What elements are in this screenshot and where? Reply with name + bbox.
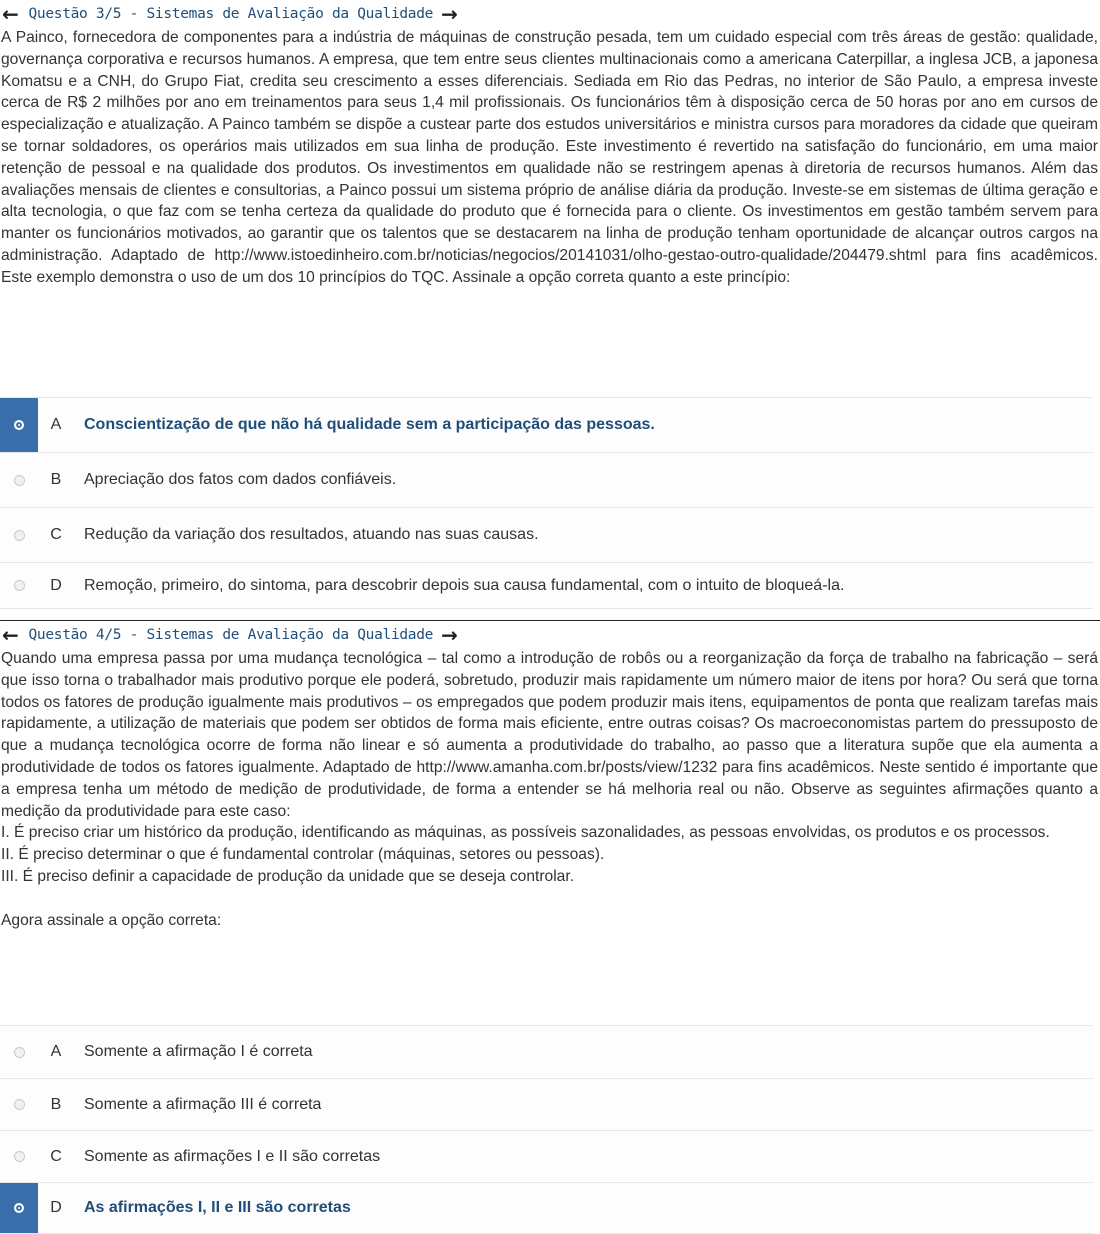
option-text: Somente a afirmação I é correta — [84, 1043, 313, 1060]
radio-icon[interactable] — [14, 530, 25, 541]
statement-2: II. É preciso determinar o que é fundamental controlar (máquinas, setores ou pessoas). — [1, 846, 605, 864]
option-text: Remoção, primeiro, do sintoma, para descobrir depois sua causa fundamental, com o intuito de bloqueá-la. — [84, 576, 845, 594]
radio-cell[interactable] — [0, 1131, 38, 1182]
option-4b[interactable] — [0, 1078, 1093, 1130]
option-text: Somente a afirmação III é correta — [84, 1095, 322, 1113]
radio-cell[interactable] — [0, 453, 38, 507]
question-4-header — [0, 620, 1100, 648]
radio-selected-icon[interactable] — [14, 420, 24, 430]
answer-prompt: Agora assinale a opção correta: — [1, 911, 222, 929]
option-4a[interactable] — [0, 1025, 1093, 1078]
option-letter: C — [50, 526, 62, 543]
radio-selected-icon[interactable] — [14, 1203, 24, 1213]
option-letter: B — [50, 1095, 62, 1113]
option-3a[interactable] — [0, 397, 1093, 452]
option-3b[interactable] — [0, 452, 1093, 507]
option-text: Somente as afirmações I e II são corretas — [84, 1147, 381, 1165]
radio-icon[interactable] — [14, 1047, 25, 1058]
option-3c[interactable] — [0, 507, 1093, 562]
question-4-title: Questão 4/5 - Sistemas de Avaliação da Qualidade — [28, 626, 434, 643]
option-text: As afirmações I, II e III são corretas — [84, 1199, 351, 1216]
option-3d[interactable] — [0, 562, 1093, 609]
question-3-title: Questão 3/5 - Sistemas de Avaliação da Qualidade — [28, 5, 434, 22]
arrow-left-icon[interactable]: ← — [2, 1, 19, 26]
radio-cell[interactable] — [0, 398, 38, 452]
option-text: Conscientização de que não há qualidade sem a participação das pessoas. — [84, 416, 655, 433]
question-4 — [0, 620, 1100, 932]
radio-icon[interactable] — [14, 1099, 25, 1110]
radio-icon[interactable] — [14, 1151, 25, 1162]
question-3-header — [0, 0, 1100, 27]
question-3-text: A Painco, fornecedora de componentes para a indústria de máquinas de construção pesada, tem um cuidado especial com três áreas de gestão: qualidade, governança corporativa e recursos humanos. A empresa, que tem entre seus clientes multinacionais como a americana Caterpillar, a inglesa JCB, a japonesa Komatsu e a CNH, do Grupo Fiat, credita seu crescimento a esses diferenciais. Sediada em Rio das Pedras, no interior de São Paulo, a empresa investe cerca de R$ 2 milhões por ano em treinamentos para seus 1,4 mil profissionais. Os funcionários têm à disposição cerca de 50 horas por ano em cursos de especialização e atualização. A Painco também se dispõe a custear parte dos estudos universitários e ministra cursos para moradores da cidade que queiram se tornar soldadores, os operários mais utilizados em sua linha de produção. Este investimento é revertido na satisfação do funcionário, em uma maior retenção de pessoal e na qualidade dos produtos. Os investimentos em qualidade não se restringem apenas à diretoria de recursos humanos. Além das avaliações mensais de clientes e consultorias, a Painco possui um sistema próprio de análise diária da produção. Investe-se em sistemas de última geração e alta tecnologia, o que faz com se tenha certeza da qualidade do produto que é fornecida para o cliente. Os investimentos em gestão também servem para manter os funcionários motivados, ao garantir que os talentos que se destacarem na linha de produção tenham oportunidade de alcançar outros cargos na administração. Adaptado de http://www.istoedinheiro.com.br/noticias/negocios/20141031/olho-gestao-outro-qualidade/204479.shtml para fins acadêmicos. Este exemplo demonstra o uso de um dos 10 princípios do TQC. Assinale a opção correta quanto a este princípio: — [1, 29, 1098, 286]
radio-cell[interactable] — [0, 1026, 38, 1078]
option-letter: A — [50, 1043, 62, 1060]
option-letter: B — [50, 471, 62, 488]
arrow-right-icon[interactable]: → — [441, 1, 458, 26]
radio-cell[interactable] — [0, 508, 38, 562]
radio-cell[interactable] — [0, 1183, 38, 1233]
question-3-options — [0, 397, 1093, 609]
option-4c[interactable] — [0, 1130, 1093, 1182]
arrow-left-icon[interactable]: ← — [2, 622, 19, 647]
question-3 — [0, 0, 1100, 289]
radio-cell[interactable] — [0, 563, 38, 608]
radio-cell[interactable] — [0, 1079, 38, 1130]
option-4d[interactable] — [0, 1182, 1093, 1234]
option-text: Redução da variação dos resultados, atuando nas suas causas. — [84, 526, 539, 543]
option-letter: A — [50, 416, 62, 433]
question-4-text: Quando uma empresa passa por uma mudança tecnológica – tal como a introdução de robôs ou a reorganização da força de trabalho na fabricação – será que isso torna o trabalhador mais produtivo porque ele poderá, sobretudo, produzir mais rapidamente um número maior de itens por hora? Ou será que torna todos os fatores de produção igualmente mais produtivos – os empregados que podem produzir mais itens, equipamentos de ponta que realizam tarefas mais rapidamente, a utilização de materiais que podem ser obtidos de forma mais eficiente, entre outras coisas? Os macroeconomistas partem do pressuposto de que a mudança tecnológica ocorre de forma não linear e só aumenta a produtividade do trabalho, ao passo que a literatura supõe que ela aumenta a produtividade de todos os fatores igualmente. Adaptado de http://www.amanha.com.br/posts/view/1232 para fins acadêmicos. Neste sentido é importante que a empresa tenha um método de medição de produtividade, de forma a entender se há melhoria real ou não. Observe as seguintes afirmações quanto a medição da produtividade para este caso: — [1, 650, 1098, 820]
radio-icon[interactable] — [14, 580, 25, 591]
option-text: Apreciação dos fatos com dados confiáveis. — [84, 471, 397, 488]
statement-1: I. É preciso criar um histórico da produção, identificando as máquinas, as possíveis sazonalidades, as pessoas envolvidas, os produtos e os processos. — [1, 824, 1050, 842]
question-4-options — [0, 1025, 1093, 1234]
option-letter: D — [50, 576, 62, 594]
statement-3: III. É preciso definir a capacidade de produção da unidade que se deseja controlar. — [1, 867, 575, 885]
option-letter: D — [50, 1199, 62, 1216]
radio-icon[interactable] — [14, 475, 25, 486]
option-letter: C — [50, 1147, 62, 1165]
arrow-right-icon[interactable]: → — [441, 622, 458, 647]
